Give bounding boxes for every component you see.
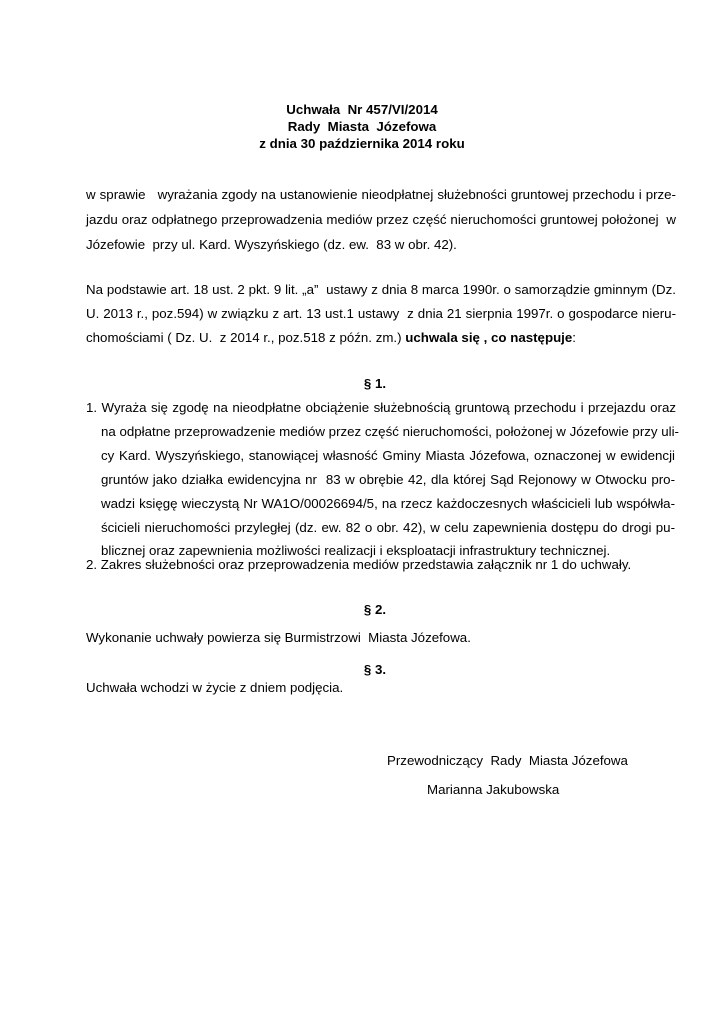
signature-role: Przewodniczący Rady Miasta Józefowa — [387, 753, 628, 768]
resolution-title: Uchwała Nr 457/VI/2014 — [286, 102, 438, 117]
resolution-issuer: Rady Miasta Józefowa — [287, 119, 437, 134]
subject-line: w sprawie wyrażania zgody na ustanowienie nieodpłatnej służebności gruntowej przechodu i prze- — [86, 187, 676, 202]
subject-line: jazdu oraz odpłatnego przeprowadzenia mediów przez część nieruchomości gruntowej położonej w — [86, 212, 676, 227]
section-2-text: Wykonanie uchwały powierza się Burmistrzowi Miasta Józefowa. — [86, 630, 471, 645]
legal-basis-line: U. 2013 r., poz.594) w związku z art. 13 ust.1 ustawy z dnia 21 sierpnia 1997r. o gospodarce nieru- — [86, 306, 676, 321]
signature-name: Marianna Jakubowska — [427, 782, 560, 797]
section-1-line: cy Kard. Wyszyńskiego, stanowiącej własność Gminy Miasta Józefowa, oznaczonej w ewidencji — [101, 448, 675, 463]
enacting-formula: uchwala się , co następuje — [405, 330, 573, 345]
enacting-colon: : — [572, 330, 576, 345]
section-1-line: 1. Wyraża się zgodę na nieodpłatne obciążenie służebnością gruntową przechodu i przejazdu oraz — [86, 400, 676, 415]
section-2-heading: § 2. — [363, 602, 387, 617]
legal-basis-last-line — [86, 330, 576, 346]
section-1-heading: § 1. — [363, 376, 387, 391]
section-1-line: na odpłatne przeprowadzenie mediów przez część nieruchomości, położonej w Józefowie przy uli- — [101, 424, 679, 439]
section-1-line: gruntów jako działka ewidencyjna nr 83 w obrębie 42, dla której Sąd Rejonowy w Otwocku pro- — [101, 472, 675, 487]
section-3-text: Uchwała wchodzi w życie z dniem podjęcia. — [86, 680, 344, 695]
legal-basis-line: chomościami ( Dz. U. z 2014 r., poz.518 z późn. zm.) — [86, 330, 402, 345]
legal-basis-line: Na podstawie art. 18 ust. 2 pkt. 9 lit. „a” ustawy z dnia 8 marca 1990r. o samorządzie gminnym (Dz. — [86, 282, 676, 297]
section-1-line: ścicieli nieruchomości przyległej (dz. ew. 82 o obr. 42), w celu zapewnienia dostępu do drogi pu- — [101, 520, 675, 535]
resolution-date: z dnia 30 października 2014 roku — [259, 136, 465, 151]
section-1-line: wadzi księgę wieczystą Nr WA1O/00026694/5, na rzecz każdoczesnych właścicieli lub współwła- — [101, 496, 675, 511]
section-3-heading: § 3. — [363, 662, 387, 677]
section-1-line: blicznej oraz zapewnienia możliwości realizacji i eksploatacji infrastruktury technicznej. — [101, 543, 611, 558]
section-1-item-2: 2. Zakres służebności oraz przeprowadzenia mediów przedstawia załącznik nr 1 do uchwały. — [86, 557, 632, 572]
subject-line: Józefowie przy ul. Kard. Wyszyńskiego (dz. ew. 83 w obr. 42). — [86, 237, 457, 252]
